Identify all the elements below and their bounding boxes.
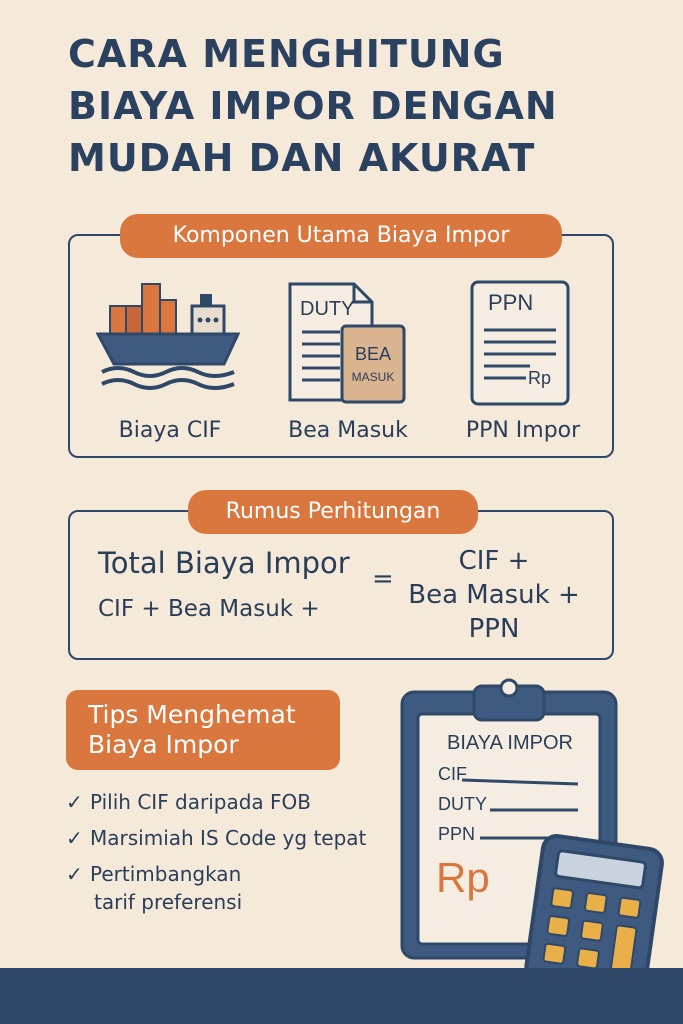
tip-item <box>66 790 311 814</box>
component-label-cif: Biaya CIF <box>118 418 222 443</box>
formula-rhs-line-3: PPN <box>468 614 520 644</box>
clipboard-title: BIAYA IMPOR <box>447 732 573 754</box>
tips-heading-line-2: Biaya Impor <box>88 730 239 759</box>
tip-text: Marsimiah IS Code yg tepat <box>90 826 367 850</box>
tips-heading-line-1: Tips Menghemat <box>88 700 296 729</box>
cargo-ship-icon <box>96 280 242 390</box>
duty-doc-text: DUTY <box>300 298 355 320</box>
tip-item-continued <box>94 890 242 914</box>
tip-item <box>66 826 366 850</box>
component-label-bea-masuk: Bea Masuk <box>288 418 408 443</box>
title-line-1: CARA MENGHITUNG <box>68 32 505 76</box>
clipboard-row-ppn: PPN <box>438 824 476 844</box>
ppn-document-icon <box>470 280 570 406</box>
clipboard-row-duty: DUTY <box>438 794 487 814</box>
title-line-2: BIAYA IMPOR DENGAN <box>68 84 558 128</box>
check-icon: ✓ <box>66 790 83 814</box>
clipboard-currency: Rp <box>436 854 490 901</box>
bea-tag-line-2: MASUK <box>351 370 395 384</box>
bea-tag-line-1: BEA <box>354 344 392 364</box>
tip-text: tarif preferensi <box>94 890 243 914</box>
ppn-doc-text: PPN <box>488 290 534 315</box>
formula-equals: = <box>372 564 394 594</box>
tips-heading <box>66 690 340 770</box>
formula-rhs-line-2: Bea Masuk + <box>408 580 580 610</box>
title-line-3: MUDAH DAN AKURAT <box>68 136 536 180</box>
formula-rhs-line-1: CIF + <box>458 546 530 576</box>
components-heading: Komponen Utama Biaya Impor <box>120 214 562 258</box>
tip-text: Pertimbangkan <box>90 862 242 886</box>
formula-heading: Rumus Perhitungan <box>188 490 478 534</box>
page-title <box>68 28 658 184</box>
clipboard-row-cif: CIF <box>438 764 467 784</box>
ppn-doc-currency: Rp <box>528 368 552 388</box>
tip-text: Pilih CIF daripada FOB <box>90 790 312 814</box>
formula-lhs-sub: CIF + Bea Masuk + <box>98 596 320 622</box>
formula-rhs <box>396 544 592 646</box>
duty-document-icon <box>288 282 406 404</box>
footer-bar <box>0 968 683 1024</box>
check-icon: ✓ <box>66 862 83 886</box>
tip-item <box>66 862 241 886</box>
check-icon: ✓ <box>66 826 83 850</box>
component-label-ppn: PPN Impor <box>465 418 581 443</box>
formula-lhs-title: Total Biaya Impor <box>98 546 350 580</box>
